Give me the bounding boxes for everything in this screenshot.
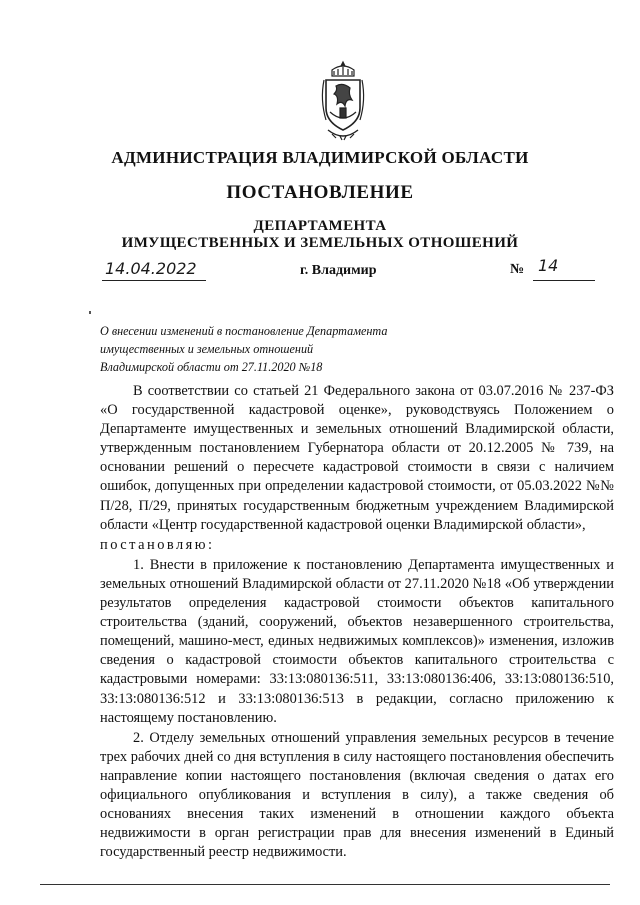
date-underline [102, 280, 206, 281]
organization-title: АДМИНИСТРАЦИЯ ВЛАДИМИРСКОЙ ОБЛАСТИ [111, 148, 529, 167]
subject-line-3: Владимирской области от 27.11.2020 №18 [100, 360, 323, 374]
department-line-1: ДЕПАРТАМЕНТА [253, 218, 387, 234]
number-underline [533, 280, 595, 281]
coat-of-arms-icon [318, 60, 368, 146]
preamble-paragraph: В соответствии со статьей 21 Федерального закона от 03.07.2016 № 237-ФЗ «О государственной кадастровой оценке», руководствуясь Положением о Департаменте имущественных и земельных отношений Владимирской области, утвержденным постановлением Губернатора области от 20.12.2005 № 739, на основании решений о пересчете кадастровой стоимости в связи с наличием ошибок, допущенных при определении кадастровой стоимости, от 05.03.2022 №№ П/28, П/29, принятых государственным бюджетным учреждением Владимирской области «Центр государственной кадастровой оценки Владимирской области», [100, 383, 614, 533]
document-number: 14 [538, 256, 559, 275]
item-1-paragraph: 1. Внести в приложение к постановлению Департамента имущественных и земельных отношений Владимирской области от 27.11.2020 №18 «Об утверждении результатов определения кадастровой стоимости объектов капитального строительства (зданий, сооружений, объектов незавершенного строительства, помещений, машино-мест, единых недвижимых комплексов)» изменения, изложив сведения о кадастровой стоимости объектов капитального строительства с кадастровыми номерами: 33:13:080136:511, 33:13:080136:406, 33:13:080136:510, 33:13:080136:512 и 33:13:080136:513 в редакции, согласно приложению к настоящему постановлению. [100, 556, 614, 726]
document-body [100, 382, 614, 863]
resolve-paragraph [100, 536, 614, 555]
scan-mark [89, 311, 91, 314]
subject-line-2: имущественных и земельных отношений [100, 342, 314, 356]
resolve-word: постановляю: [100, 536, 215, 553]
document-date: 14.04.2022 [105, 259, 197, 278]
footer-divider [40, 884, 610, 885]
document-type: ПОСТАНОВЛЕНИЕ [226, 182, 414, 203]
subject-block [100, 322, 460, 376]
number-label: № [510, 262, 525, 277]
department-line-2: ИМУЩЕСТВЕННЫХ И ЗЕМЕЛЬНЫХ ОТНОШЕНИЙ [121, 235, 519, 251]
subject-line-1: О внесении изменений в постановление Департамента [100, 324, 388, 338]
city-label: г. Владимир [300, 263, 377, 278]
item-2-paragraph: 2. Отделу земельных отношений управления земельных ресурсов в течение трех рабочих дней со дня вступления в силу настоящего постановления обеспечить направление копии настоящего постановления (включая сведения о датах его официального опубликования и вступления в силу), а также сведения об основаниях внесения таких изменений в отношении каждого объекта недвижимости в орган регистрации прав для внесения изменений в Единый государственный реестр недвижимости. [100, 729, 614, 861]
